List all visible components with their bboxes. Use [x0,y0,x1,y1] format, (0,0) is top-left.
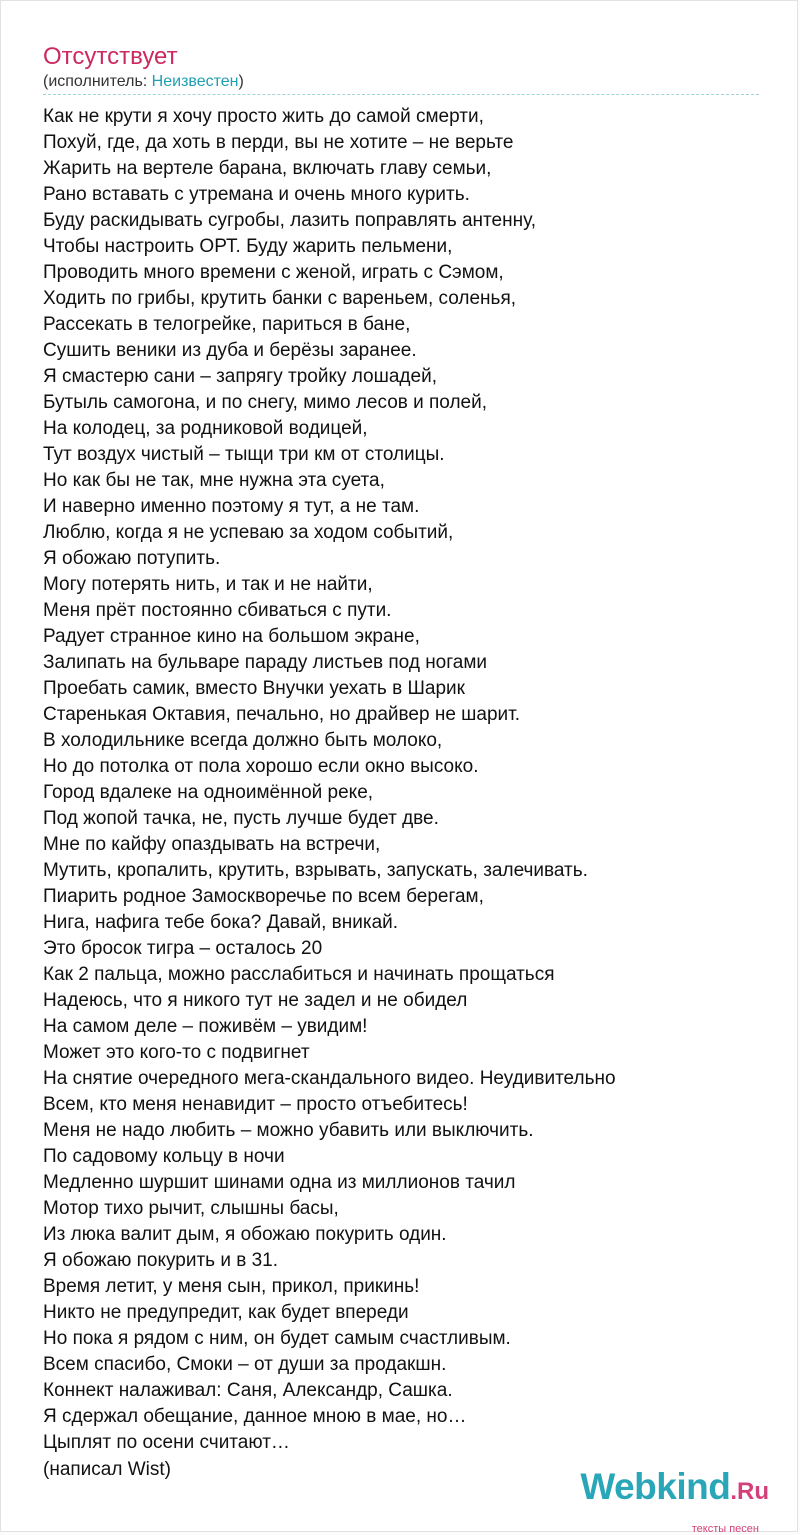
lyric-line: По садовому кольцу в ночи [43,1146,285,1167]
lyric-line: Коннект налаживал: Саня, Александр, Сашка. [43,1380,453,1401]
lyric-line: Меня прёт постоянно сбиваться с пути. [43,600,392,621]
artist-prefix: (исполнитель: [43,73,152,90]
lyric-line: Нига, нафига тебе бока? Давай, вникай. [43,912,399,933]
site-logo[interactable] [580,1467,769,1507]
lyric-line: Проводить много времени с женой, играть с Сэмом, [43,262,504,283]
lyric-line: Ходить по грибы, крутить банки с вареньем, соленья, [43,288,517,309]
lyric-line: На колодец, за родниковой водицей, [43,418,368,439]
logo-domain-suffix: .Ru [730,1478,769,1505]
lyric-line: На снятие очередного мега-скандального видео. Неудивительно [43,1068,616,1089]
lyric-line: Я смастерю сани – запрягу тройку лошадей, [43,366,437,387]
lyric-line: Могу потерять нить, и так и не найти, [43,574,373,595]
lyric-line: Но как бы не так, мне нужна эта суета, [43,470,385,491]
lyric-line: Радует странное кино на большом экране, [43,626,420,647]
lyric-line: Всем спасибо, Смоки – от души за продакшн. [43,1354,447,1375]
lyric-line: Мне по кайфу опаздывать на встречи, [43,834,381,855]
author-note: (написал Wist) [43,1459,171,1480]
lyric-line: Бутыль самогона, и по снегу, мимо лесов и полей, [43,392,488,413]
lyric-line: И наверно именно поэтому я тут, а не там. [43,496,420,517]
lyric-line: Цыплят по осени считают… [43,1432,290,1453]
lyric-line: Как не крути я хочу просто жить до самой смерти, [43,106,484,127]
lyric-line: Это бросок тигра – осталось 20 [43,938,323,959]
song-title: Отсутствует [43,43,178,70]
lyric-line: Сушить веники из дуба и берёзы заранее. [43,340,417,361]
lyric-line: Жарить на вертеле барана, включать главу семьи, [43,158,492,179]
lyric-line: В холодильнике всегда должно быть молоко, [43,730,443,751]
lyric-line: Мутить, кропалить, крутить, взрывать, запускать, залечивать. [43,860,588,881]
lyric-line: Пиарить родное Замоскворечье по всем берегам, [43,886,484,907]
lyric-line: Всем, кто меня ненавидит – просто отъебитесь! [43,1094,468,1115]
lyric-line: Надеюсь, что я никого тут не задел и не обидел [43,990,468,1011]
lyric-line: Я сдержал обещание, данное мною в мае, но… [43,1406,467,1427]
lyric-line: Как 2 пальца, можно расслабиться и начинать прощаться [43,964,555,985]
lyric-line: Рано вставать с утремана и очень много курить. [43,184,470,205]
lyric-line: Старенькая Октавия, печально, но драйвер не шарит. [43,704,521,725]
lyric-line: Но пока я рядом с ним, он будет самым счастливым. [43,1328,511,1349]
lyric-line: Чтобы настроить ОРТ. Буду жарить пельмени, [43,236,453,257]
logo-wordmark: Webkind [580,1466,731,1507]
artist-link[interactable]: Неизвестен [151,73,239,90]
lyric-line: На самом деле – поживём – увидим! [43,1016,368,1037]
lyrics-text [43,104,759,1483]
lyric-line: Но до потолка от пола хорошо если окно высоко. [43,756,479,777]
lyric-line: Никто не предупредит, как будет впереди [43,1302,409,1323]
lyric-line: Тут воздух чистый – тыщи три км от столицы. [43,444,445,465]
lyric-line: Залипать на бульваре параду листьев под ногами [43,652,488,673]
lyric-line: Медленно шуршит шинами одна из миллионов тачил [43,1172,516,1193]
header-divider [43,94,759,95]
artist-line [43,73,244,91]
lyric-line: Под жопой тачка, не, пусть лучше будет две. [43,808,439,829]
lyric-line: Рассекать в телогрейке, париться в бане, [43,314,411,335]
lyric-line: Меня не надо любить – можно убавить или выключить. [43,1120,534,1141]
lyric-line: Может это кого-то с подвигнет [43,1042,310,1063]
lyric-line: Я обожаю потупить. [43,548,221,569]
lyric-line: Люблю, когда я не успеваю за ходом событий, [43,522,454,543]
lyric-line: Я обожаю покурить и в 31. [43,1250,279,1271]
lyric-line: Из люка валит дым, я обожаю покурить один. [43,1224,447,1245]
lyric-line: Похуй, где, да хоть в перди, вы не хотите – не верьте [43,132,514,153]
artist-suffix: ) [238,73,244,90]
lyric-line: Мотор тихо рычит, слышны басы, [43,1198,339,1219]
lyric-line: Город вдалеке на одноимённой реке, [43,782,374,803]
logo-tagline: тексты песен [691,1523,759,1535]
lyric-line: Время летит, у меня сын, прикол, прикинь! [43,1276,420,1297]
lyric-line: Буду раскидывать сугробы, лазить поправлять антенну, [43,210,536,231]
lyric-line: Проебать самик, вместо Внучки уехать в Шарик [43,678,465,699]
